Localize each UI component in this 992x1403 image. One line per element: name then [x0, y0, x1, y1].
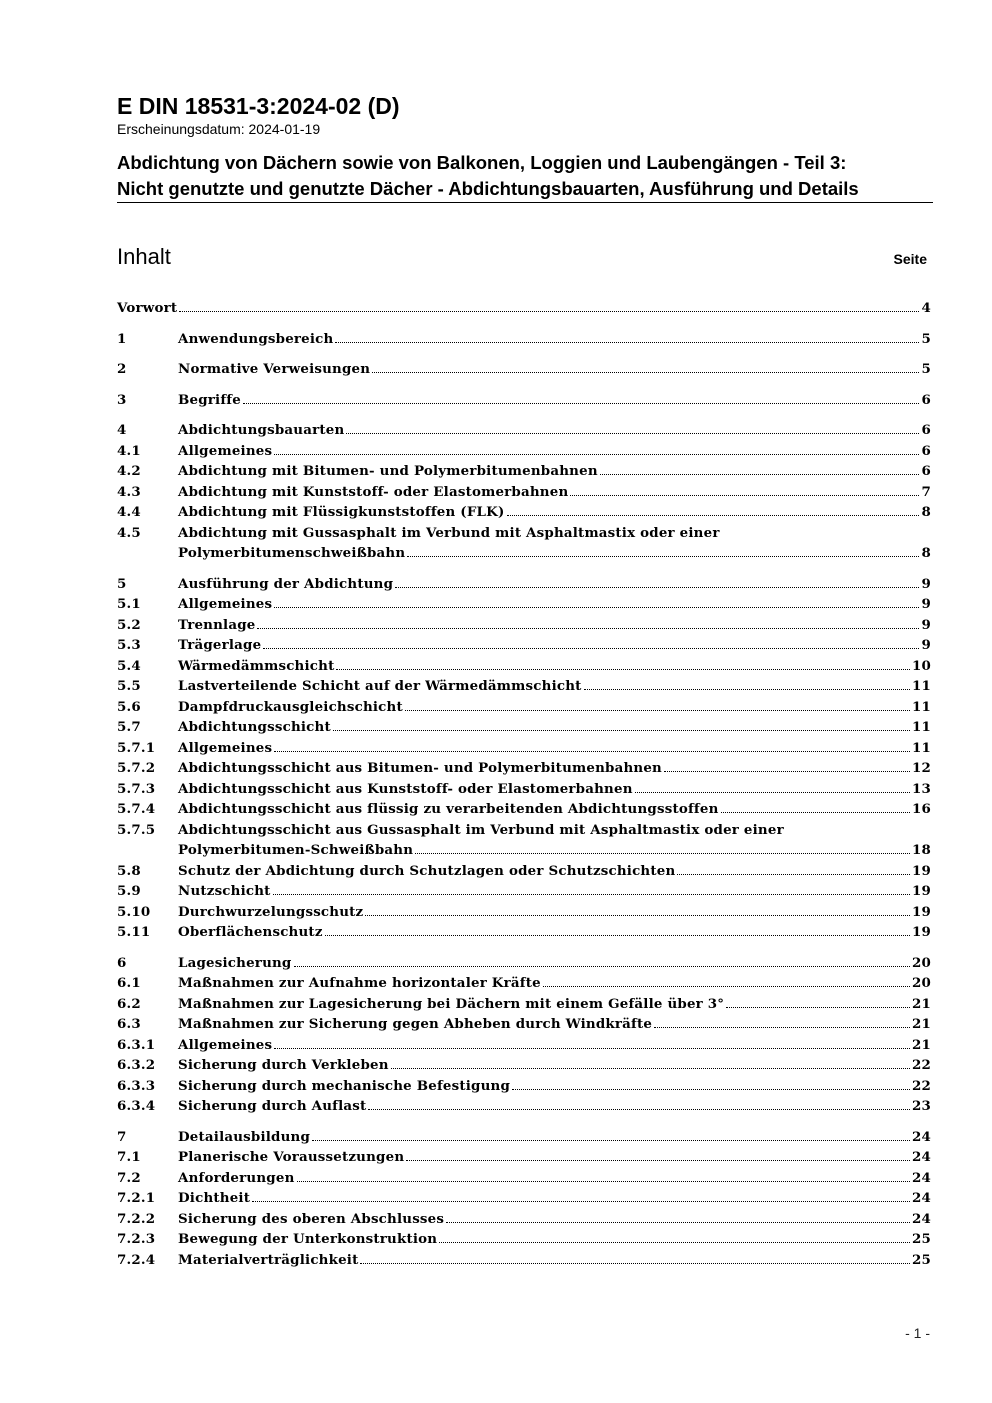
toc-entry-page: 21 — [911, 1016, 931, 1032]
document-header — [117, 92, 933, 203]
toc-entry[interactable] — [117, 760, 931, 781]
toc-dot-leader — [512, 1089, 910, 1090]
toc-dot-leader — [446, 1222, 910, 1223]
toc-entry[interactable] — [117, 924, 931, 945]
toc-entry[interactable] — [117, 617, 931, 638]
toc-entry[interactable] — [117, 740, 931, 761]
toc-entry-label: Oberflächenschutz — [178, 924, 323, 940]
toc-dot-leader — [507, 515, 920, 516]
toc-entry-number: 5.7 — [117, 719, 141, 735]
toc-entry-label-continued: Polymerbitumenschweißbahn — [178, 545, 406, 561]
toc-entry[interactable] — [117, 392, 931, 413]
toc-entry-number: 7.2 — [117, 1169, 141, 1186]
toc-entry-page: 5 — [921, 361, 931, 377]
toc-dot-leader — [243, 403, 919, 404]
toc-entry[interactable] — [117, 699, 931, 720]
toc-entry-label: Abdichtung mit Kunststoff- oder Elastomerbahnen — [178, 483, 569, 500]
page-column-heading: Seite — [893, 251, 927, 267]
toc-entry[interactable] — [117, 801, 931, 822]
toc-entry-page: 4 — [921, 300, 931, 316]
toc-entry[interactable] — [117, 781, 931, 802]
contents-heading-row — [117, 244, 927, 270]
toc-entry-page: 9 — [921, 575, 931, 592]
toc-entry-number: 4.5 — [117, 524, 141, 541]
title-line-2: Nicht genutzte und genutzte Dächer - Abdichtungsbauarten, Ausführung und Details — [117, 178, 859, 199]
toc-entry-number: 5.9 — [117, 883, 141, 899]
toc-entry-page: 6 — [921, 442, 931, 459]
toc-entry[interactable] — [117, 1016, 931, 1037]
toc-entry[interactable] — [117, 637, 931, 658]
toc-dot-leader — [257, 628, 919, 629]
toc-entry[interactable] — [117, 443, 931, 464]
toc-entry-page: 19 — [911, 883, 931, 899]
toc-entry[interactable] — [117, 361, 931, 382]
toc-entry[interactable] — [117, 955, 931, 976]
page-number: - 1 - — [905, 1325, 930, 1341]
toc-entry-number: 2 — [117, 361, 127, 377]
toc-entry-label: Abdichtung mit Flüssigkunststoffen (FLK) — [178, 504, 505, 520]
toc-dot-leader — [346, 433, 919, 434]
toc-entry[interactable] — [117, 719, 931, 740]
toc-entry[interactable] — [117, 996, 931, 1017]
toc-dot-leader — [635, 792, 910, 793]
toc-dot-leader — [274, 751, 910, 752]
toc-entry-page: 22 — [911, 1057, 931, 1073]
toc-entry-page: 8 — [921, 504, 931, 520]
toc-entry-number: 6.1 — [117, 975, 141, 991]
toc-dot-leader — [664, 771, 910, 772]
toc-dot-leader — [325, 935, 910, 936]
toc-entry-page: 20 — [911, 954, 931, 971]
toc-entry[interactable] — [117, 422, 931, 443]
toc-entry-label: Ausführung der Abdichtung — [178, 575, 394, 592]
toc-dot-leader — [570, 495, 919, 496]
toc-dot-leader — [274, 607, 919, 608]
toc-entry-page: 18 — [911, 842, 931, 858]
toc-entry-page: 16 — [911, 801, 931, 817]
toc-group — [117, 955, 931, 1119]
toc-entry[interactable] — [117, 1170, 931, 1191]
toc-entry-label: Allgemeines — [178, 596, 273, 612]
toc-entry[interactable] — [117, 904, 931, 925]
toc-entry-label: Maßnahmen zur Sicherung gegen Abheben durch Windkräfte — [178, 1016, 653, 1032]
toc-entry-number: 7 — [117, 1128, 127, 1145]
toc-entry-page: 21 — [911, 1036, 931, 1053]
toc-entry-page: 12 — [911, 760, 931, 776]
toc-entry-number: 6.3 — [117, 1016, 141, 1032]
toc-dot-leader — [273, 894, 910, 895]
toc-dot-leader — [274, 454, 919, 455]
toc-entry-label: Allgemeines — [178, 442, 273, 459]
toc-entry-label: Dampfdruckausgleichschicht — [178, 698, 403, 715]
toc-entry-label: Materialverträglichkeit — [178, 1251, 359, 1268]
toc-entry-number: 6 — [117, 954, 127, 971]
toc-entry-page: 10 — [911, 657, 931, 674]
toc-entry-page: 6 — [921, 422, 931, 438]
toc-dot-leader — [391, 1068, 910, 1069]
toc-entry-number: 5.2 — [117, 616, 141, 633]
toc-entry-number: 5.8 — [117, 862, 141, 879]
toc-entry-page: 11 — [911, 739, 931, 756]
toc-entry-label: Bewegung der Unterkonstruktion — [178, 1231, 438, 1247]
toc-entry-page: 21 — [911, 995, 931, 1012]
toc-entry-label: Lastverteilende Schicht auf der Wärmedämmschicht — [178, 678, 582, 694]
title-line-1: Abdichtung von Dächern sowie von Balkonen, Loggien und Laubengängen - Teil 3: — [117, 152, 847, 173]
toc-entry[interactable] — [117, 1231, 931, 1252]
contents-heading: Inhalt — [117, 244, 171, 269]
toc-entry-label: Allgemeines — [178, 1036, 273, 1053]
toc-entry-label: Abdichtungsschicht aus Bitumen- und Polymerbitumenbahnen — [178, 760, 662, 776]
toc-group — [117, 300, 931, 321]
toc-dot-leader — [294, 966, 910, 967]
toc-entry-number: 4.3 — [117, 483, 141, 500]
publication-date: Erscheinungsdatum: 2024-01-19 — [117, 121, 321, 137]
toc-dot-leader — [543, 986, 910, 987]
toc-entry-number: 5.3 — [117, 637, 141, 653]
toc-entry-label: Wärmedämmschicht — [178, 657, 335, 674]
toc-entry-label: Abdichtungsschicht — [178, 719, 331, 735]
toc-entry-page: 22 — [911, 1077, 931, 1094]
toc-entry[interactable] — [117, 975, 931, 996]
toc-entry-label: Allgemeines — [178, 739, 273, 756]
toc-entry-page: 19 — [911, 903, 931, 920]
toc-dot-leader — [372, 372, 919, 373]
toc-entry-label: Abdichtung mit Gussasphalt im Verbund mit Asphaltmastix oder einer — [178, 524, 720, 541]
toc-entry-number: 5.6 — [117, 698, 141, 715]
toc-dot-leader — [395, 587, 919, 588]
toc-entry[interactable] — [117, 576, 931, 597]
toc-entry[interactable] — [117, 1149, 931, 1170]
toc-dot-leader — [407, 556, 919, 557]
toc-entry-page: 24 — [911, 1190, 931, 1206]
toc-entry-number: 7.1 — [117, 1149, 141, 1165]
toc-dot-leader — [274, 1048, 910, 1049]
toc-entry[interactable] — [117, 1098, 931, 1119]
toc-entry-page: 24 — [911, 1128, 931, 1145]
toc-entry-label: Anwendungsbereich — [178, 330, 334, 347]
toc-entry-label: Sicherung durch Auflast — [178, 1098, 367, 1114]
toc-entry-label: Sicherung durch mechanische Befestigung — [178, 1077, 511, 1094]
toc-entry-label: Anforderungen — [178, 1169, 295, 1186]
toc-entry-label: Abdichtung mit Bitumen- und Polymerbitumenbahnen — [178, 463, 598, 479]
toc-entry-page: 25 — [911, 1231, 931, 1247]
toc-entry-page: 24 — [911, 1149, 931, 1165]
toc-entry-label: Vorwort — [117, 300, 178, 316]
toc-entry[interactable] — [117, 822, 931, 863]
document-id: E DIN 18531-3:2024-02 (D) — [117, 93, 400, 119]
toc-entry[interactable] — [117, 525, 931, 566]
toc-dot-leader — [252, 1201, 910, 1202]
toc-dot-leader — [360, 1263, 909, 1264]
toc-entry-page: 24 — [911, 1210, 931, 1227]
toc-dot-leader — [726, 1007, 910, 1008]
toc-entry-label: Sicherung durch Verkleben — [178, 1057, 389, 1073]
toc-entry-label-continued: Polymerbitumen-Schweißbahn — [178, 842, 414, 858]
toc-entry-label: Durchwurzelungsschutz — [178, 903, 364, 920]
toc-entry-label: Detailausbildung — [178, 1128, 311, 1145]
toc-group — [117, 331, 931, 352]
toc-entry-number: 5.11 — [117, 924, 151, 940]
toc-entry-page: 13 — [911, 780, 931, 797]
toc-dot-leader — [600, 474, 920, 475]
toc-entry-number: 5.7.2 — [117, 760, 156, 776]
toc-entry-number: 3 — [117, 391, 127, 408]
toc-entry-label: Normative Verweisungen — [178, 361, 371, 377]
toc-dot-leader — [335, 342, 919, 343]
toc-entry[interactable] — [117, 484, 931, 505]
toc-entry-number: 6.3.2 — [117, 1057, 156, 1073]
toc-dot-leader — [263, 648, 919, 649]
toc-entry-number: 5.5 — [117, 678, 141, 694]
toc-entry-number: 5.1 — [117, 596, 141, 612]
toc-group — [117, 361, 931, 382]
toc-entry-label: Schutz der Abdichtung durch Schutzlagen oder Schutzschichten — [178, 862, 676, 879]
toc-dot-leader — [336, 669, 909, 670]
toc-entry-page: 8 — [921, 545, 931, 561]
toc-entry-number: 5.10 — [117, 903, 151, 920]
table-of-contents — [117, 300, 931, 1282]
toc-entry-page: 24 — [911, 1169, 931, 1186]
toc-entry-label: Trägerlage — [178, 637, 262, 653]
toc-entry-number: 5.7.5 — [117, 821, 156, 838]
toc-entry-page: 5 — [921, 330, 931, 347]
toc-entry-page: 6 — [921, 463, 931, 479]
toc-dot-leader — [406, 1160, 910, 1161]
toc-entry-label: Trennlage — [178, 616, 256, 633]
toc-entry[interactable] — [117, 678, 931, 699]
toc-entry-page: 19 — [911, 924, 931, 940]
toc-entry-label: Sicherung des oberen Abschlusses — [178, 1210, 445, 1227]
toc-entry[interactable] — [117, 863, 931, 884]
toc-entry-label: Begriffe — [178, 391, 241, 408]
toc-entry-label: Abdichtungsschicht aus Gussasphalt im Verbund mit Asphaltmastix oder einer — [178, 821, 784, 838]
toc-entry[interactable] — [117, 300, 931, 321]
toc-group — [117, 422, 931, 566]
toc-entry-number: 4 — [117, 422, 127, 438]
toc-entry[interactable] — [117, 1057, 931, 1078]
toc-entry-page: 23 — [911, 1098, 931, 1114]
toc-entry[interactable] — [117, 463, 931, 484]
toc-entry-page: 11 — [911, 678, 931, 694]
toc-entry-number: 6.3.1 — [117, 1036, 156, 1053]
document-title — [117, 150, 933, 203]
toc-entry[interactable] — [117, 883, 931, 904]
toc-entry-label: Abdichtungsschicht aus flüssig zu verarbeitenden Abdichtungsstoffen — [178, 801, 719, 817]
toc-dot-leader — [654, 1027, 910, 1028]
toc-entry-number: 7.2.4 — [117, 1251, 156, 1268]
toc-entry-number: 6.2 — [117, 995, 141, 1012]
toc-entry-page: 7 — [921, 483, 931, 500]
toc-entry-number: 1 — [117, 330, 127, 347]
toc-dot-leader — [179, 311, 919, 312]
toc-dot-leader — [405, 710, 910, 711]
toc-dot-leader — [584, 689, 910, 690]
toc-entry-number: 5 — [117, 575, 127, 592]
toc-entry-label: Dichtheit — [178, 1190, 251, 1206]
toc-entry[interactable] — [117, 1078, 931, 1099]
toc-entry-page: 6 — [921, 391, 931, 408]
toc-entry[interactable] — [117, 1252, 931, 1273]
toc-dot-leader — [365, 915, 910, 916]
toc-entry-number: 4.2 — [117, 463, 141, 479]
toc-entry-label: Nutzschicht — [178, 883, 271, 899]
toc-entry[interactable] — [117, 1037, 931, 1058]
toc-dot-leader — [415, 853, 910, 854]
toc-entry-page: 9 — [921, 637, 931, 653]
toc-entry-number: 5.7.4 — [117, 801, 156, 817]
toc-dot-leader — [439, 1242, 910, 1243]
toc-group — [117, 576, 931, 945]
toc-entry-page: 20 — [911, 975, 931, 991]
toc-entry-number: 5.4 — [117, 657, 141, 674]
toc-group — [117, 392, 931, 413]
toc-entry-label: Planerische Voraussetzungen — [178, 1149, 405, 1165]
toc-entry-number: 7.2.1 — [117, 1190, 156, 1206]
toc-entry-page: 19 — [911, 862, 931, 879]
toc-entry-label: Abdichtungsschicht aus Kunststoff- oder Elastomerbahnen — [178, 780, 633, 797]
toc-entry-label: Maßnahmen zur Aufnahme horizontaler Kräfte — [178, 975, 541, 991]
toc-entry-page: 25 — [911, 1251, 931, 1268]
toc-entry-label: Abdichtungsbauarten — [178, 422, 345, 438]
toc-entry[interactable] — [117, 331, 931, 352]
toc-entry-number: 7.2.3 — [117, 1231, 156, 1247]
toc-entry-number: 4.1 — [117, 442, 141, 459]
toc-entry[interactable] — [117, 658, 931, 679]
toc-entry[interactable] — [117, 1190, 931, 1211]
toc-group — [117, 1129, 931, 1273]
toc-entry-number: 6.3.3 — [117, 1077, 156, 1094]
toc-dot-leader — [368, 1109, 910, 1110]
toc-entry-page: 11 — [911, 698, 931, 715]
toc-dot-leader — [333, 730, 910, 731]
toc-entry-label: Maßnahmen zur Lagesicherung bei Dächern mit einem Gefälle über 3° — [178, 995, 725, 1012]
toc-dot-leader — [297, 1181, 910, 1182]
toc-dot-leader — [677, 874, 910, 875]
toc-entry-number: 5.7.1 — [117, 739, 156, 756]
toc-entry[interactable] — [117, 1211, 931, 1232]
toc-entry-page: 9 — [921, 596, 931, 612]
toc-dot-leader — [721, 812, 910, 813]
toc-entry-page: 11 — [911, 719, 931, 735]
toc-entry-number: 5.7.3 — [117, 780, 156, 797]
toc-dot-leader — [312, 1140, 910, 1141]
toc-entry-page: 9 — [921, 616, 931, 633]
toc-entry-label: Lagesicherung — [178, 954, 292, 971]
toc-entry-number: 7.2.2 — [117, 1210, 156, 1227]
toc-entry-number: 4.4 — [117, 504, 141, 520]
toc-entry-number: 6.3.4 — [117, 1098, 156, 1114]
toc-entry[interactable] — [117, 596, 931, 617]
toc-entry[interactable] — [117, 504, 931, 525]
toc-entry[interactable] — [117, 1129, 931, 1150]
